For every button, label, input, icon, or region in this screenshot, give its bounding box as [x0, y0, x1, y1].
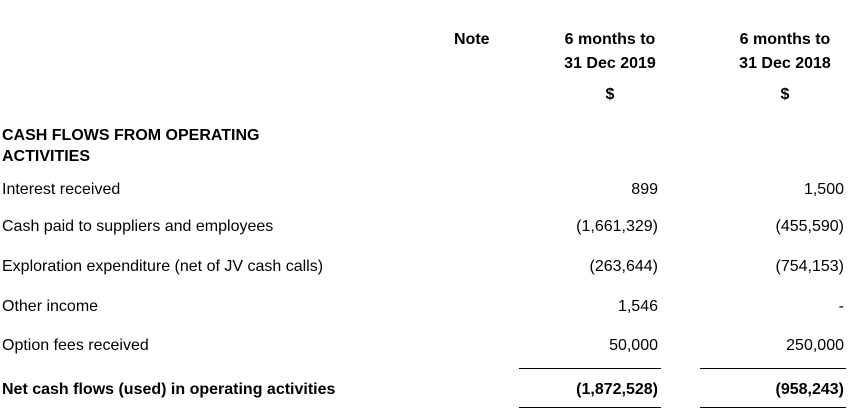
row-value-2019: 1,546 [617, 298, 658, 315]
row-label: Cash paid to suppliers and employees [2, 218, 274, 235]
column-header-2018-line1: 6 months to [739, 31, 831, 48]
total-value-2019: (1,872,528) [576, 381, 658, 398]
section-title-line2: ACTIVITIES [2, 148, 91, 165]
column-header-2019-unit: $ [605, 86, 615, 103]
row-value-2019: 899 [631, 181, 658, 198]
row-label: Exploration expenditure (net of JV cash calls) [2, 258, 324, 275]
total-value-2018: (958,243) [775, 381, 844, 398]
column-header-2018 [720, 28, 850, 107]
row-value-2018: 250,000 [786, 337, 844, 354]
row-label: Interest received [2, 181, 121, 198]
note-column-header: Note [454, 31, 490, 48]
row-value-2018: - [838, 298, 844, 315]
row-value-2019: 50,000 [609, 337, 658, 354]
total-label: Net cash flows (used) in operating activities [2, 381, 336, 398]
row-value-2019: (1,661,329) [576, 218, 658, 235]
section-title [2, 125, 259, 167]
column-header-2018-unit: $ [780, 86, 790, 103]
row-label: Option fees received [2, 337, 149, 354]
column-header-2019-line1: 6 months to [564, 31, 656, 48]
column-header-2019 [545, 28, 675, 107]
total-bottom-rule-2019 [519, 407, 661, 408]
total-bottom-rule-2018 [700, 407, 846, 408]
row-value-2018: (455,590) [775, 218, 844, 235]
total-top-rule-2018 [700, 368, 846, 369]
row-label: Other income [2, 298, 99, 315]
row-value-2018: 1,500 [803, 181, 844, 198]
row-value-2018: (754,153) [775, 258, 844, 275]
column-header-2019-line2: 31 Dec 2019 [564, 55, 656, 72]
row-value-2019: (263,644) [589, 258, 658, 275]
column-header-2018-line2: 31 Dec 2018 [739, 55, 831, 72]
section-title-line1: CASH FLOWS FROM OPERATING [2, 127, 260, 144]
total-top-rule-2019 [519, 368, 661, 369]
